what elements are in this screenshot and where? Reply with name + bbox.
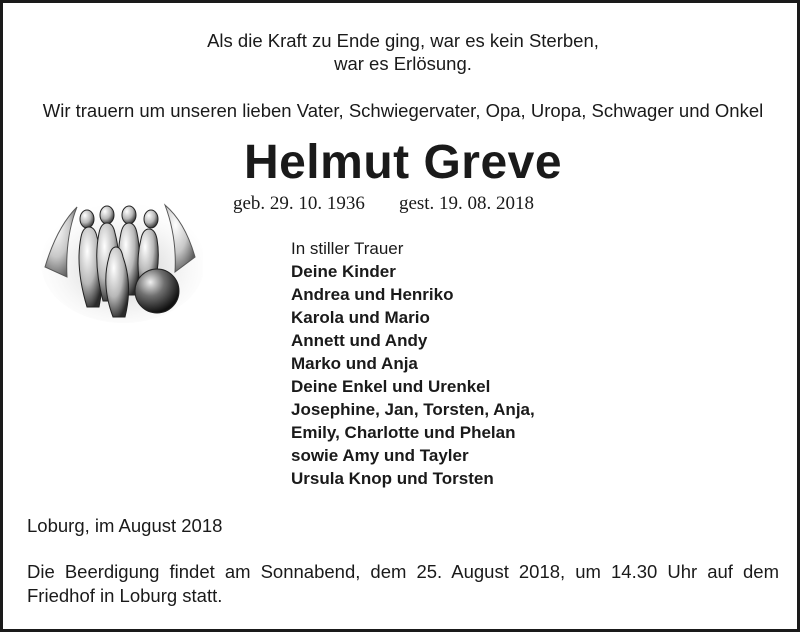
mourner-line: Karola und Mario [291, 308, 430, 327]
place-and-date: Loburg, im August 2018 [27, 515, 223, 536]
mourner-line: Marko und Anja [291, 354, 418, 373]
funeral-notice: Die Beerdigung findet am Sonnabend, dem 25. August 2018, um 14.30 Uhr auf dem Friedhof in Loburg statt. [27, 561, 779, 606]
quote-line-1: Als die Kraft zu Ende ging, war es kein Sterben, [207, 30, 599, 51]
mourner-line: Deine Enkel und Urenkel [291, 377, 491, 396]
quote-line-2: war es Erlösung. [334, 53, 472, 74]
mourner-line: Annett und Andy [291, 331, 428, 350]
mourner-line: Josephine, Jan, Torsten, Anja, [291, 400, 535, 419]
bowling-pins-and-ball-icon [37, 197, 203, 325]
mourner-line: Ursula Knop und Torsten [291, 469, 494, 488]
mourner-line: sowie Amy und Tayler [291, 446, 469, 465]
death-date: gest. 19. 08. 2018 [398, 193, 535, 214]
mourners-intro: In stiller Trauer [291, 239, 404, 258]
deceased-name: Helmut Greve [243, 136, 563, 189]
quote [3, 29, 800, 75]
mourners-list [291, 237, 535, 490]
life-dates [233, 192, 593, 216]
mourner-line: Andrea und Henriko [291, 285, 454, 304]
mourner-line: Emily, Charlotte und Phelan [291, 423, 516, 442]
birth-date: geb. 29. 10. 1936 [233, 193, 365, 214]
mourning-lead: Wir trauern um unseren lieben Vater, Schwiegervater, Opa, Uropa, Schwager und Onkel [42, 100, 764, 121]
mourner-line: Deine Kinder [291, 262, 396, 281]
